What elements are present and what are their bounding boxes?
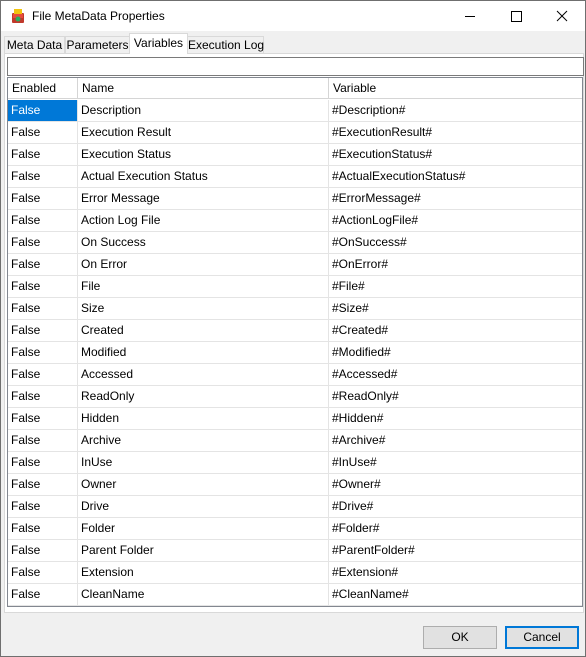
cell-enabled[interactable]: False <box>8 474 78 495</box>
cell-enabled[interactable]: False <box>8 584 78 605</box>
cell-name[interactable]: Archive <box>78 430 329 451</box>
table-row[interactable] <box>8 496 582 518</box>
cell-name[interactable]: File <box>78 276 329 297</box>
cancel-button[interactable]: Cancel <box>505 626 579 649</box>
cell-name[interactable]: On Success <box>78 232 329 253</box>
cell-name[interactable]: Error Message <box>78 188 329 209</box>
column-header-enabled[interactable]: Enabled <box>8 78 78 99</box>
cell-name[interactable]: Parent Folder <box>78 540 329 561</box>
table-row[interactable] <box>8 210 582 232</box>
cell-enabled[interactable]: False <box>8 232 78 253</box>
table-row[interactable] <box>8 584 582 606</box>
cell-enabled[interactable]: False <box>8 276 78 297</box>
cell-enabled[interactable]: False <box>8 298 78 319</box>
cell-variable[interactable]: #File# <box>332 279 365 293</box>
window-title: File MetaData Properties <box>32 9 165 23</box>
tab-meta-data[interactable]: Meta Data <box>4 36 65 54</box>
cell-variable[interactable]: #ActualExecutionStatus# <box>332 169 466 183</box>
cell-name[interactable]: Created <box>78 320 329 341</box>
table-row[interactable] <box>8 342 582 364</box>
table-row[interactable] <box>8 430 582 452</box>
tab-execution-log[interactable]: Execution Log <box>188 38 265 52</box>
cell-variable[interactable]: #Owner# <box>332 477 381 491</box>
cell-enabled[interactable]: False <box>8 144 78 165</box>
cell-variable[interactable]: #Modified# <box>332 345 391 359</box>
tab-variables[interactable]: Variables <box>129 33 188 54</box>
minimize-button[interactable] <box>447 1 493 31</box>
variables-grid[interactable] <box>7 77 583 607</box>
grid-header <box>8 78 582 99</box>
cell-enabled[interactable]: False <box>8 430 78 451</box>
title-bar[interactable] <box>1 1 585 31</box>
table-row[interactable] <box>8 298 582 320</box>
cell-enabled[interactable]: False <box>8 386 78 407</box>
cell-variable[interactable]: #ExecutionResult# <box>332 125 433 139</box>
cell-name[interactable]: Execution Result <box>78 122 329 143</box>
cell-variable[interactable]: #Folder# <box>332 521 380 535</box>
cell-variable[interactable]: #Size# <box>332 301 369 315</box>
cell-variable[interactable]: #CleanName# <box>332 587 409 601</box>
cell-variable[interactable]: #ActionLogFile# <box>332 213 419 227</box>
cell-enabled[interactable]: False <box>8 166 78 187</box>
cell-name[interactable]: Accessed <box>78 364 329 385</box>
cell-name[interactable]: CleanName <box>78 584 329 605</box>
cell-name[interactable]: Owner <box>78 474 329 495</box>
variables-panel <box>4 53 584 613</box>
cell-name[interactable]: Action Log File <box>78 210 329 231</box>
cell-name[interactable]: Folder <box>78 518 329 539</box>
cell-name[interactable]: InUse <box>78 452 329 473</box>
cell-variable[interactable]: #ErrorMessage# <box>332 191 421 205</box>
cell-enabled[interactable]: False <box>8 188 78 209</box>
cell-variable[interactable]: #Extension# <box>332 565 399 579</box>
table-row[interactable] <box>8 364 582 386</box>
cell-enabled[interactable]: False <box>8 320 78 341</box>
cell-name[interactable]: ReadOnly <box>78 386 329 407</box>
app-icon <box>10 8 26 24</box>
table-row[interactable] <box>8 276 582 298</box>
cell-enabled[interactable]: False <box>8 122 78 143</box>
column-header-name[interactable]: Name <box>78 78 329 99</box>
cell-name[interactable]: Hidden <box>78 408 329 429</box>
table-row[interactable] <box>8 144 582 166</box>
cell-name[interactable]: Modified <box>78 342 329 363</box>
cell-name[interactable]: Size <box>78 298 329 319</box>
filter-input[interactable] <box>7 57 584 76</box>
table-row[interactable] <box>8 320 582 342</box>
cell-variable[interactable]: #OnSuccess# <box>332 235 407 249</box>
table-row[interactable] <box>8 452 582 474</box>
cell-enabled[interactable]: False <box>8 540 78 561</box>
cell-variable[interactable]: #ReadOnly# <box>332 389 399 403</box>
cell-name[interactable]: On Error <box>78 254 329 275</box>
tab-parameters[interactable]: Parameters <box>66 38 129 52</box>
cell-enabled[interactable]: False <box>8 342 78 363</box>
cell-name[interactable]: Actual Execution Status <box>78 166 329 187</box>
cell-name[interactable]: Extension <box>78 562 329 583</box>
table-row[interactable] <box>8 122 582 144</box>
table-row[interactable] <box>8 166 582 188</box>
cell-enabled[interactable]: False <box>8 518 78 539</box>
table-row[interactable] <box>8 386 582 408</box>
column-header-variable[interactable]: Variable <box>333 81 377 95</box>
table-row[interactable] <box>8 254 582 276</box>
cell-enabled[interactable]: False <box>8 562 78 583</box>
cell-name[interactable]: Description <box>78 100 329 121</box>
table-row[interactable] <box>8 474 582 496</box>
maximize-icon <box>493 1 539 31</box>
cell-variable[interactable]: #Hidden# <box>332 411 384 425</box>
cell-variable[interactable]: #ExecutionStatus# <box>332 147 433 161</box>
cell-enabled[interactable]: False <box>8 452 78 473</box>
maximize-button[interactable] <box>493 1 539 31</box>
table-row[interactable] <box>8 188 582 210</box>
cell-name[interactable]: Drive <box>78 496 329 517</box>
cell-variable[interactable]: #Accessed# <box>332 367 398 381</box>
ok-button[interactable]: OK <box>423 626 497 649</box>
close-icon <box>539 1 585 31</box>
cell-variable[interactable]: #Description# <box>332 103 406 117</box>
cell-enabled[interactable]: False <box>8 254 78 275</box>
close-button[interactable] <box>539 1 585 31</box>
table-row[interactable] <box>8 100 582 122</box>
cell-variable[interactable]: #Archive# <box>332 433 386 447</box>
minimize-icon <box>447 1 493 31</box>
cell-variable[interactable]: #Drive# <box>332 499 374 513</box>
cell-enabled[interactable]: False <box>8 496 78 517</box>
cell-variable[interactable]: #OnError# <box>332 257 389 271</box>
cell-name[interactable]: Execution Status <box>78 144 329 165</box>
table-row[interactable] <box>8 562 582 584</box>
cell-variable[interactable]: #ParentFolder# <box>332 543 415 557</box>
cell-enabled[interactable]: False <box>8 100 78 121</box>
cell-variable[interactable]: #InUse# <box>332 455 377 469</box>
table-row[interactable] <box>8 518 582 540</box>
table-row[interactable] <box>8 408 582 430</box>
cell-variable[interactable]: #Created# <box>332 323 389 337</box>
cell-enabled[interactable]: False <box>8 408 78 429</box>
cell-enabled[interactable]: False <box>8 364 78 385</box>
cell-enabled[interactable]: False <box>8 210 78 231</box>
table-row[interactable] <box>8 232 582 254</box>
table-row[interactable] <box>8 540 582 562</box>
grid-rows <box>8 100 582 606</box>
